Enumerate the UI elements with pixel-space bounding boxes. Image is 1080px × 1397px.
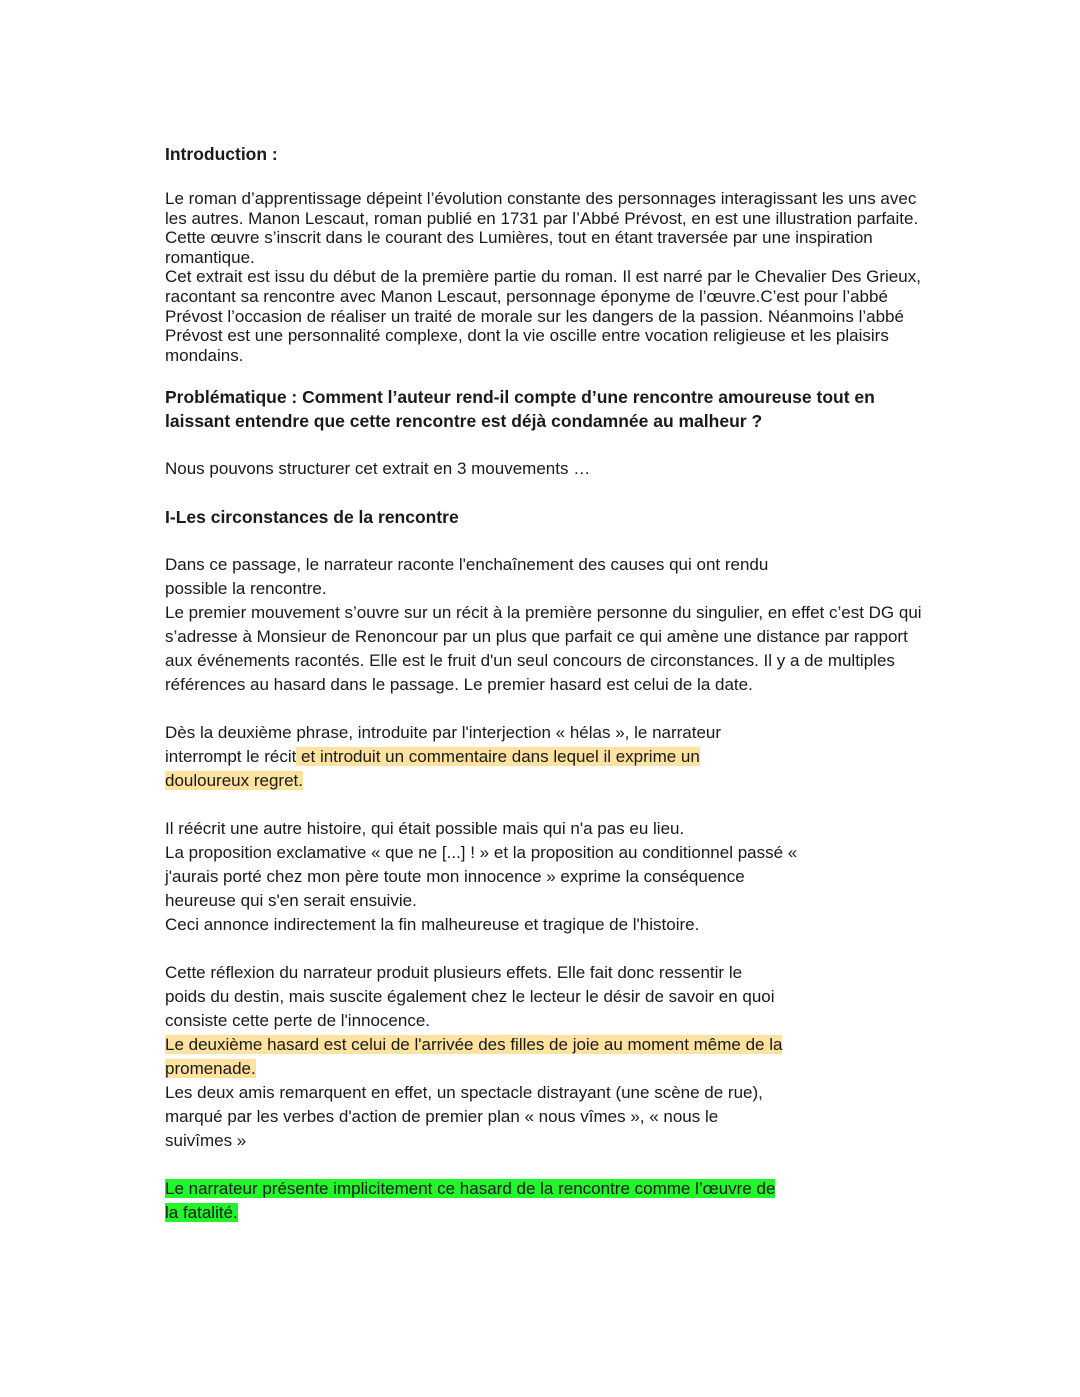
text-line [165, 1033, 925, 1057]
text-line: Dans ce passage, le narrateur raconte l'enchaînement des causes qui ont rendu [165, 555, 769, 575]
text-line: Les deux amis remarquent en effet, un spectacle distrayant (une scène de rue), [165, 1083, 763, 1103]
highlighted-text: et introduit un commentaire dans lequel il exprime un [296, 747, 700, 767]
green-highlighted-text: Le narrateur présente implicitement ce hasard de la rencontre comme l’œuvre de [165, 1179, 776, 1199]
section-1-title: I-Les circonstances de la rencontre [165, 507, 459, 528]
text-line [165, 1057, 925, 1081]
text-line: heureuse qui s'en serait ensuivie. [165, 891, 417, 911]
text-line: Cette réflexion du narrateur produit plusieurs effets. Elle fait donc ressentir le [165, 963, 743, 983]
document-page [165, 142, 925, 1225]
section-1-paragraph-6 [165, 1177, 925, 1225]
text-line: La proposition exclamative « que ne [...] ! » et la proposition au conditionnel passé « [165, 843, 798, 863]
text-line: Dès la deuxième phrase, introduite par l'interjection « hélas », le narrateur [165, 723, 722, 743]
introduction-paragraph-1: Le roman d’apprentissage dépeint l’évolution constante des personnages interagissant les uns avec les autres. Manon Lescaut, roman publié en 1731 par l’Abbé Prévost, en est une illustration parfaite. Cette œuvre s’inscrit dans le courant des Lumières, tout en étant traversée par une inspiration romantique. [165, 189, 919, 267]
section-1-paragraph-5 [165, 961, 925, 1153]
text-line: Il réécrit une autre histoire, qui était possible mais qui n'a pas eu lieu. [165, 819, 685, 839]
structure-statement: Nous pouvons structurer cet extrait en 3 mouvements … [165, 459, 591, 479]
text-line: possible la rencontre. [165, 579, 327, 599]
plain-text: interrompt le récit [165, 747, 297, 767]
text-line: poids du destin, mais suscite également chez le lecteur le désir de savoir en quoi [165, 987, 775, 1007]
text-line: j'aurais porté chez mon père toute mon innocence » exprime la conséquence [165, 867, 745, 887]
introduction-paragraph-2: Cet extrait est issu du début de la première partie du roman. Il est narré par le Chevalier Des Grieux, racontant sa rencontre avec Manon Lescaut, personnage éponyme de l’œuvre.C’est pour l’abbé Prévost l’occasion de réaliser un traité de morale sur les dangers de la passion. Néanmoins l’abbé Prévost est une personnalité complexe, dont la vie oscille entre vocation religieuse et les plaisirs mondains. [165, 267, 921, 365]
highlighted-text: Le deuxième hasard est celui de l'arrivée des filles de joie au moment même de la [165, 1035, 783, 1055]
section-1-paragraph-1 [165, 553, 925, 697]
text-line [165, 1177, 925, 1201]
text-line: suivîmes » [165, 1131, 247, 1151]
green-highlighted-text: la fatalité. [165, 1203, 238, 1223]
text-line: Ceci annonce indirectement la fin malheureuse et tragique de l'histoire. [165, 915, 700, 935]
section-1-paragraph-4 [165, 817, 925, 937]
problematique: Problématique : Comment l’auteur rend-il compte d’une rencontre amoureuse tout en laissant entendre que cette rencontre est déjà condamnée au malheur ? [165, 387, 875, 432]
highlighted-text: douloureux regret. [165, 771, 303, 791]
section-1-paragraph-3 [165, 721, 925, 793]
text-line: marqué par les verbes d'action de premier plan « nous vîmes », « nous le [165, 1107, 719, 1127]
text-line [165, 769, 925, 793]
introduction-body [165, 189, 925, 365]
text-line [165, 745, 925, 769]
text-line: consiste cette perte de l'innocence. [165, 1011, 431, 1031]
highlighted-text: promenade. [165, 1059, 256, 1079]
text-line [165, 1201, 925, 1225]
section-1-paragraph-2: Le premier mouvement s’ouvre sur un récit à la première personne du singulier, en effet c’est DG qui s’adresse à Monsieur de Renoncour par un plus que parfait ce qui amène une distance par rapport aux événements racontés. Elle est le fruit d'un seul concours de circonstances. Il y a de multiples références au hasard dans le passage. Le premier hasard est celui de la date. [165, 603, 922, 695]
introduction-title: Introduction : [165, 144, 278, 164]
